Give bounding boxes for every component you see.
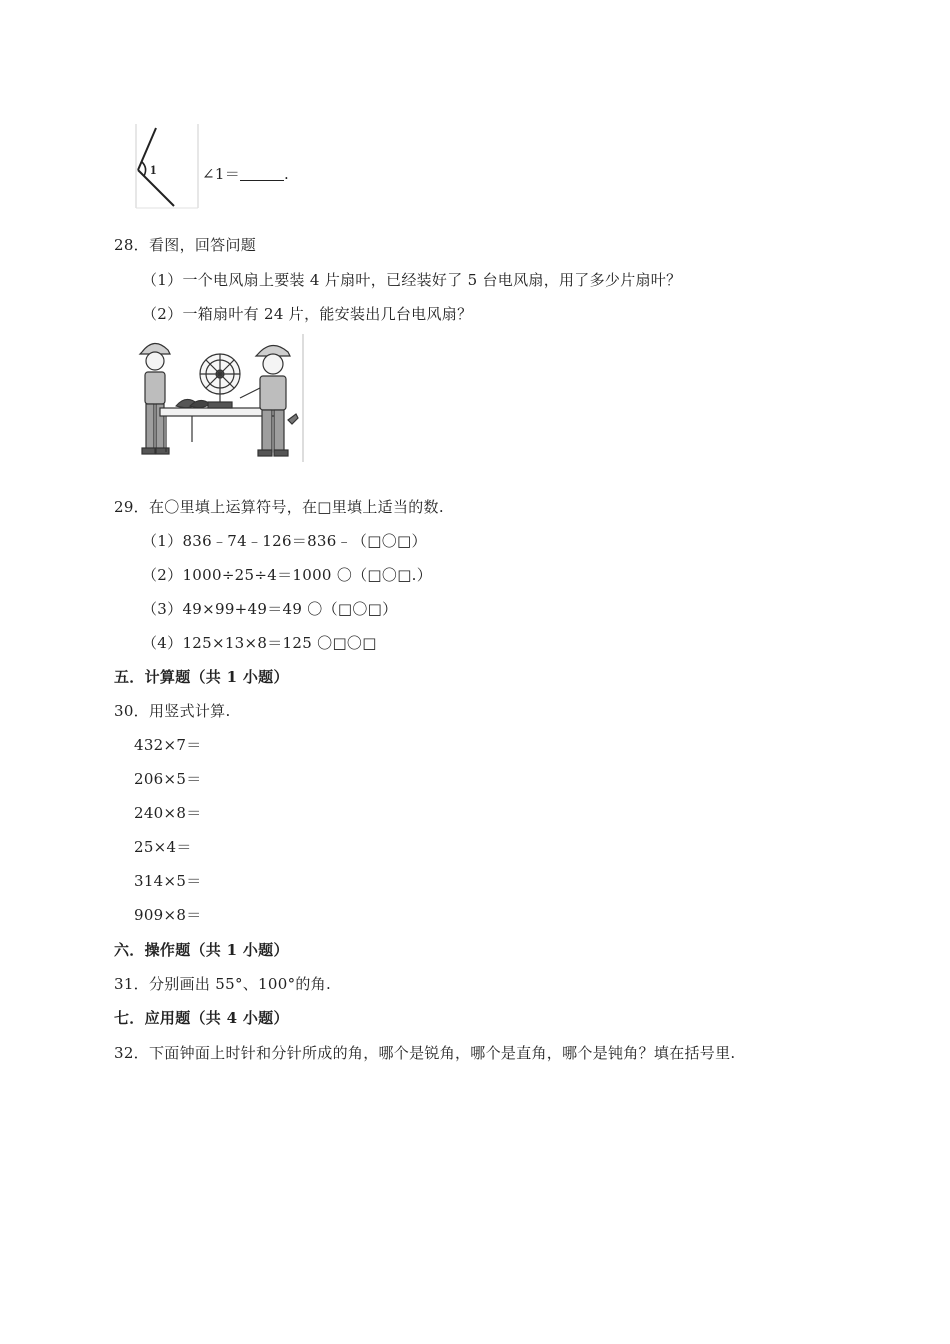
q29-stem: 29．在〇里填上运算符号，在□里填上适当的数. — [114, 498, 444, 516]
answer-blank[interactable] — [240, 166, 284, 181]
angle-label: 1 — [150, 162, 157, 177]
section-6-heading: 六．操作题（共 1 小题） — [114, 941, 289, 959]
section-5-heading: 五．计算题（共 1 小题） — [114, 668, 289, 686]
q28-stem: 28．看图，回答问题 — [114, 236, 257, 254]
q30-item: 240×8＝ — [134, 804, 202, 822]
q29-item: （1）836﹣74﹣126＝836﹣（□〇□） — [142, 532, 427, 550]
q28-sub1: （1）一个电风扇上要装 4 片扇叶，已经装好了 5 台电风扇，用了多少片扇叶？ — [142, 271, 682, 289]
table — [160, 408, 276, 452]
q30-stem: 30．用竖式计算. — [114, 702, 231, 720]
q32-stem: 32．下面钟面上时针和分针所成的角，哪个是锐角，哪个是直角，哪个是钝角？填在括号里. — [114, 1044, 736, 1062]
angle-question — [202, 164, 289, 184]
workers-fan-illustration — [136, 334, 306, 462]
section-7-heading: 七．应用题（共 4 小题） — [114, 1009, 289, 1027]
q30-item: 314×5＝ — [134, 872, 202, 890]
q28-sub2: （2）一箱扇叶有 24 片，能安装出几台电风扇？ — [142, 305, 473, 323]
right-worker — [240, 345, 298, 456]
q29-item: （4）125×13×8＝125 〇□〇□ — [142, 634, 377, 652]
q29-item: （3）49×99+49＝49 〇（□〇□） — [142, 600, 398, 618]
q30-item: 206×5＝ — [134, 770, 202, 788]
q29-item: （2）1000÷25÷4＝1000 〇（□〇□.） — [142, 566, 433, 584]
q30-item: 909×8＝ — [134, 906, 202, 924]
angle-prefix: ∠1＝ — [202, 165, 241, 183]
angle-suffix: . — [284, 165, 290, 183]
q30-item: 25×4＝ — [134, 838, 192, 856]
q30-item: 432×7＝ — [134, 736, 202, 754]
fan — [200, 354, 240, 408]
angle-figure — [134, 124, 202, 210]
q31-stem: 31．分别画出 55°、100°的角. — [114, 975, 332, 993]
